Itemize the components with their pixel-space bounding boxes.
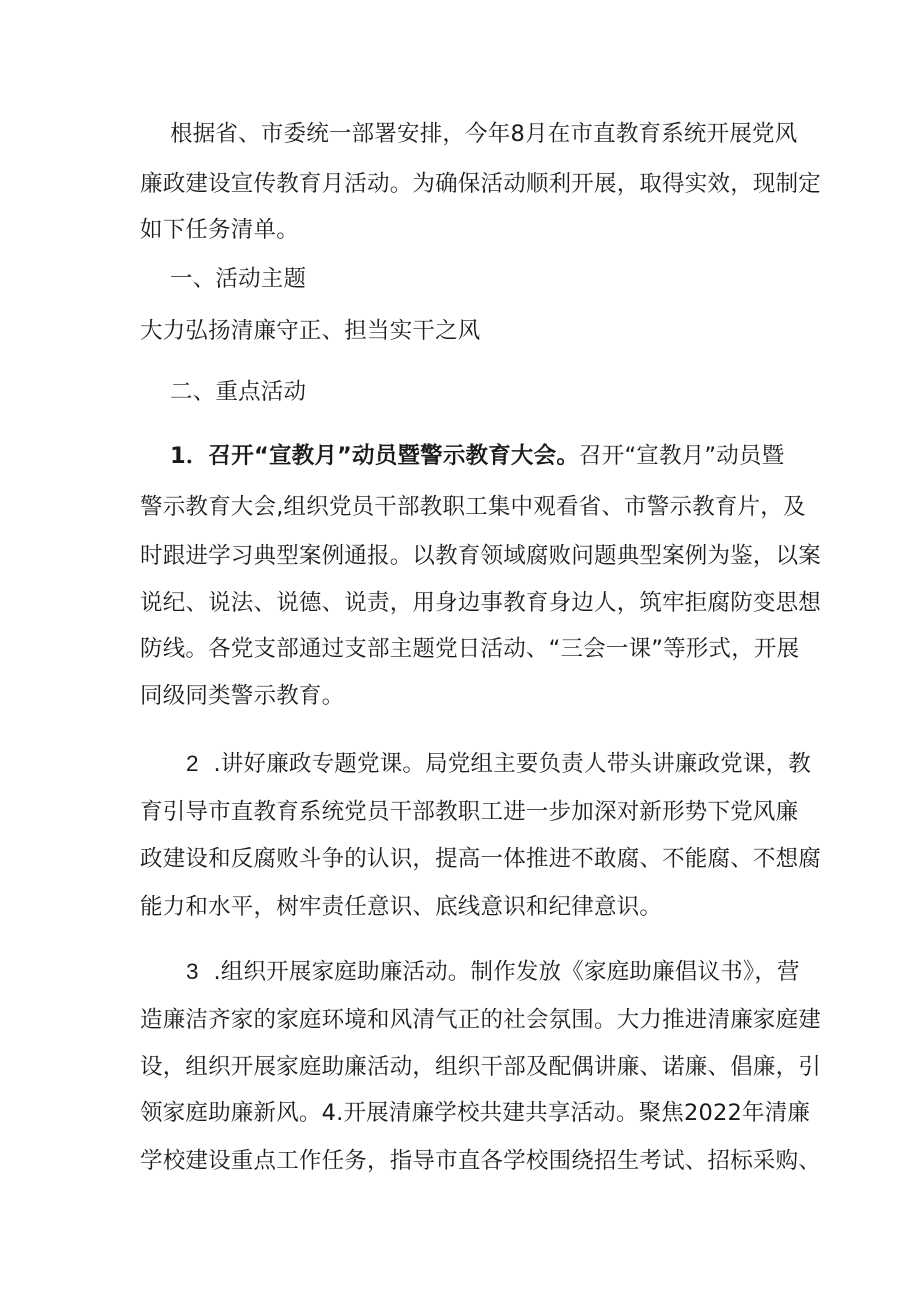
intro-line-3: 如下任务清单。 bbox=[140, 217, 299, 243]
item-1-line-6: 同级同类警示教育。 bbox=[140, 683, 345, 709]
item-2-line-4: 能力和水平，树牢责任意识、底线意识和纪律意识。 bbox=[140, 894, 663, 920]
intro-line-1: 根据省、市委统一部署安排，今年8月在市直教育系统开展党风 bbox=[170, 121, 798, 147]
item-3-line-5: 学校建设重点工作任务，指导市直各学校围绕招生考试、招标采购、 bbox=[140, 1148, 822, 1174]
item-1-line-4: 说纪、说法、说德、说责，用身边事教育身边人，筑牢拒腐防变思想 bbox=[140, 590, 822, 616]
item-3-line-4: 领家庭助廉新风。4.开展清廉学校共建共享活动。聚焦2022年清廉 bbox=[140, 1100, 811, 1126]
item-2-line-3: 政建设和反腐败斗争的认识，提高一体推进不敢腐、不能腐、不想腐 bbox=[140, 846, 822, 872]
item-3-line-1-text: .组织开展家庭助廉活动。制作发放《家庭助廉倡议书》，营 bbox=[213, 959, 800, 985]
item-1-line-5: 防线。各党支部通过支部主题党日活动、“三会一课”等形式，开展 bbox=[140, 636, 800, 662]
section-heading-activities: 二、重点活动 bbox=[170, 379, 307, 405]
item-3-line-3: 设，组织开展家庭助廉活动，组织干部及配偶讲廉、诺廉、倡廉，引 bbox=[140, 1054, 822, 1080]
theme-text: 大力弘扬清廉守正、担当实干之风 bbox=[140, 318, 481, 344]
item-1-line-3: 时跟进学习典型案例通报。以教育领域腐败问题典型案例为鉴，以案 bbox=[140, 543, 822, 569]
item-3-line-2: 造廉洁齐家的家庭环境和风清气正的社会氛围。大力推进清廉家庭建 bbox=[140, 1007, 822, 1033]
intro-line-2: 廉政建设宣传教育月活动。为确保活动顺利开展，取得实效，现制定 bbox=[140, 171, 822, 197]
item-2-line-1-text: .讲好廉政专题党课。局党组主要负责人带头讲廉政党课，教 bbox=[213, 751, 811, 777]
item-1-title: 1．召开“宣教月”动员暨警示教育大会。 bbox=[170, 443, 580, 469]
item-2-number: 2 bbox=[186, 751, 199, 776]
item-3-number: 3 bbox=[186, 959, 199, 984]
item-1-line-1-rest: 召开“宣教月”动员暨 bbox=[579, 443, 785, 469]
item-2-line-2: 育引导市直教育系统党员干部教职工进一步加深对新形势下党风廉 bbox=[140, 799, 799, 825]
item-3-line-1 bbox=[186, 957, 800, 987]
item-2-line-1 bbox=[186, 749, 811, 779]
section-heading-theme: 一、活动主题 bbox=[170, 266, 307, 292]
item-1-line-2: 警示教育大会,组织党员干部教职工集中观看省、市警示教育片，及 bbox=[140, 494, 806, 520]
item-1-line-1 bbox=[170, 441, 790, 471]
